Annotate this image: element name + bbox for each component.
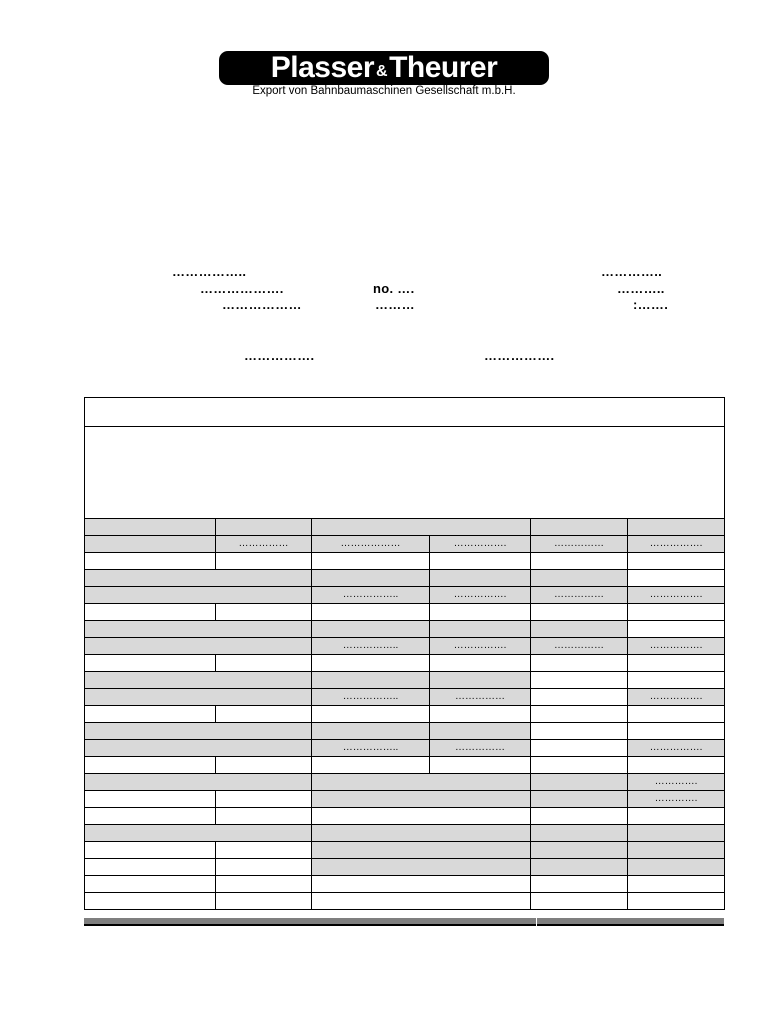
table-cell — [430, 621, 531, 638]
table-cell: ……………. — [430, 638, 531, 655]
table-section-cell — [85, 621, 312, 638]
table-cell — [216, 859, 312, 876]
table-cell — [312, 825, 531, 842]
table-cell — [531, 604, 628, 621]
table-cell — [312, 655, 430, 672]
table-cell — [628, 825, 725, 842]
form-table — [84, 397, 725, 910]
table-cell — [531, 553, 628, 570]
table-cell: …………… — [430, 689, 531, 706]
table-cell — [628, 808, 725, 825]
table-cell — [216, 893, 312, 910]
table-cell — [531, 859, 628, 876]
table-cell: ……………. — [430, 587, 531, 604]
table-cell — [531, 757, 628, 774]
table-cell — [531, 570, 628, 587]
field-row4-right: ……………. — [484, 348, 555, 363]
table-cell — [430, 757, 531, 774]
table-cell: …………… — [430, 740, 531, 757]
table-cell: …………. — [628, 791, 725, 808]
table-cell — [430, 723, 531, 740]
table-cell — [628, 723, 725, 740]
table-cell — [628, 570, 725, 587]
table-cell — [531, 893, 628, 910]
table-cell — [312, 604, 430, 621]
table-section-cell — [85, 774, 312, 791]
table-cell — [430, 655, 531, 672]
table-cell — [85, 791, 216, 808]
company-subtitle: Export von Bahnbaumaschinen Gesellschaft m.b.H. — [252, 85, 516, 97]
table-cell — [312, 808, 531, 825]
table-cell: …………. — [628, 774, 725, 791]
table-cell — [531, 621, 628, 638]
table-cell: ……………. — [430, 536, 531, 553]
table-cell: ……………. — [628, 536, 725, 553]
table-cell — [312, 621, 430, 638]
table-cell — [85, 706, 216, 723]
table-cell — [85, 553, 216, 570]
table-cell — [531, 655, 628, 672]
table-cell — [85, 859, 216, 876]
table-section-cell — [85, 689, 312, 706]
table-cell — [531, 723, 628, 740]
table-header-cell — [312, 519, 531, 536]
table-cell — [216, 553, 312, 570]
table-cell — [531, 672, 628, 689]
logo-text-right: Theurer — [389, 51, 498, 84]
field-row2-right: ……….. — [617, 281, 665, 296]
table-cell: ……………. — [628, 689, 725, 706]
table-cell — [312, 570, 430, 587]
table-cell — [312, 774, 531, 791]
table-cell — [531, 825, 628, 842]
table-cell — [430, 553, 531, 570]
table-cell — [628, 876, 725, 893]
table-cell: …………….. — [312, 740, 430, 757]
table-cell: …………… — [531, 587, 628, 604]
field-row3-left: ……………… — [222, 297, 302, 312]
table-cell: ……………. — [628, 587, 725, 604]
table-cell — [430, 706, 531, 723]
table-title-cell — [85, 398, 725, 427]
table-cell — [531, 876, 628, 893]
table-cell — [531, 791, 628, 808]
table-header-cell — [628, 519, 725, 536]
field-row3-right: :……. — [633, 297, 669, 312]
table-header-cell — [85, 519, 216, 536]
table-cell — [216, 808, 312, 825]
table-cell — [430, 672, 531, 689]
table-notes-cell — [85, 427, 725, 519]
table-cell — [216, 876, 312, 893]
field-row2-left: ………………. — [200, 281, 284, 296]
table-cell: …………… — [216, 536, 312, 553]
table-cell: …………….. — [312, 689, 430, 706]
table-cell — [85, 876, 216, 893]
table-cell — [312, 791, 531, 808]
table-section-cell — [85, 638, 312, 655]
table-cell: ……………. — [628, 638, 725, 655]
table-cell — [312, 859, 531, 876]
table-cell — [430, 570, 531, 587]
table-cell: ……………… — [312, 536, 430, 553]
table-cell — [628, 672, 725, 689]
table-section-cell — [85, 723, 312, 740]
rule-notch — [536, 918, 537, 926]
table-cell — [216, 706, 312, 723]
table-cell — [216, 604, 312, 621]
table-cell — [531, 740, 628, 757]
table-section-cell — [85, 587, 312, 604]
table-cell — [312, 757, 430, 774]
table-section-cell — [85, 570, 312, 587]
table-cell — [430, 604, 531, 621]
field-row2-center: no. …. — [373, 281, 415, 296]
table-cell: ……………. — [628, 740, 725, 757]
table-cell — [216, 842, 312, 859]
field-row3-center: ……… — [375, 297, 415, 312]
table-cell: …………… — [531, 536, 628, 553]
table-cell — [531, 689, 628, 706]
table-cell — [312, 553, 430, 570]
table-cell — [628, 842, 725, 859]
table-cell — [531, 842, 628, 859]
table-cell — [531, 706, 628, 723]
table-cell — [628, 706, 725, 723]
logo-ampersand: & — [376, 63, 388, 80]
table-cell — [312, 706, 430, 723]
table-cell — [216, 791, 312, 808]
table-cell — [85, 842, 216, 859]
table-cell — [628, 604, 725, 621]
table-header-cell — [216, 519, 312, 536]
table-section-cell — [85, 740, 312, 757]
table-cell — [312, 876, 531, 893]
table-cell: …………….. — [312, 587, 430, 604]
table-cell — [312, 723, 430, 740]
table-cell — [628, 553, 725, 570]
table-cell: …………… — [531, 638, 628, 655]
field-row1-right: ………….. — [601, 264, 663, 279]
table-cell — [216, 757, 312, 774]
table-cell — [85, 536, 216, 553]
table-section-cell — [85, 672, 312, 689]
table-cell — [628, 893, 725, 910]
table-cell — [628, 655, 725, 672]
table-cell — [85, 808, 216, 825]
table-cell — [85, 655, 216, 672]
field-row4-left: ……………. — [244, 348, 315, 363]
table-cell — [628, 859, 725, 876]
table-cell — [312, 842, 531, 859]
table-cell: …………….. — [312, 638, 430, 655]
table-section-cell — [85, 825, 312, 842]
table-cell — [85, 893, 216, 910]
field-row1-left: …………….. — [172, 264, 247, 279]
table-cell — [531, 808, 628, 825]
table-cell — [85, 604, 216, 621]
table-cell — [312, 672, 430, 689]
table-cell — [531, 774, 628, 791]
company-logo — [219, 51, 549, 85]
table-cell — [216, 655, 312, 672]
table-bottom-rule — [84, 918, 724, 926]
table-cell — [628, 621, 725, 638]
table-cell — [85, 757, 216, 774]
logo-text-left: Plasser — [270, 51, 374, 84]
table-cell — [312, 893, 531, 910]
table-cell — [628, 757, 725, 774]
table-header-cell — [531, 519, 628, 536]
